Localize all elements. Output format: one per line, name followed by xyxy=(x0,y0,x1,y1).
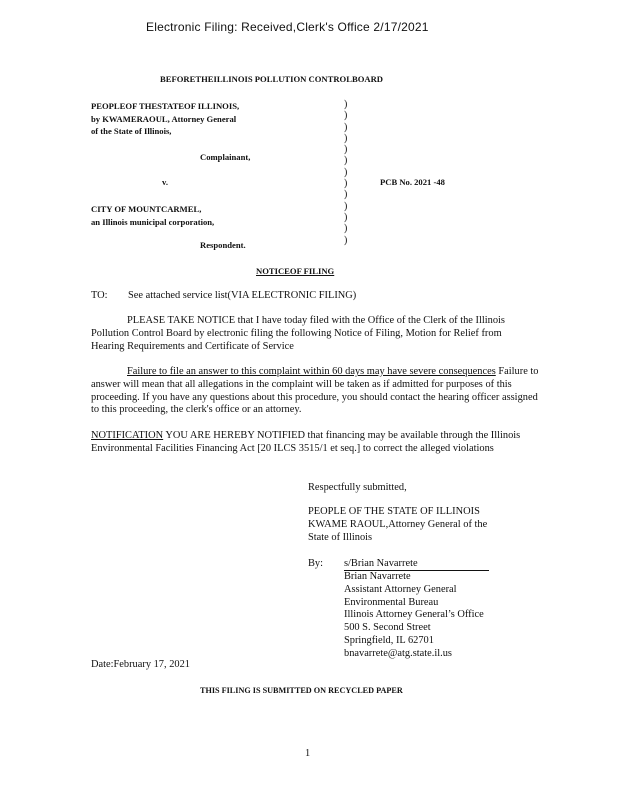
notification-label: NOTIFICATION xyxy=(91,430,164,441)
defendant-block xyxy=(91,203,214,228)
paren: ) xyxy=(344,99,348,110)
signer-line: Brian Navarrete xyxy=(344,571,411,582)
plaintiff-line: PEOPLEOF THESTATEOF ILLINOIS, xyxy=(91,101,240,111)
versus-label: v. xyxy=(162,177,168,187)
paren: ) xyxy=(344,121,348,133)
to-text: See attached service list(VIA ELECTRONIC FILING) xyxy=(128,290,357,301)
signer-line: 500 S. Second Street xyxy=(344,622,431,634)
signer-line: Springfield, IL 62701 xyxy=(344,634,434,646)
signer-line: Illinois Attorney General’s Office xyxy=(344,609,484,621)
signature-line: s/Brian Navarrete xyxy=(344,558,489,571)
paren: ) xyxy=(344,132,348,144)
paren: ) xyxy=(344,178,348,190)
signatory-block xyxy=(308,506,487,544)
notification-text: YOU ARE HEREBY NOTIFIED that financing may be available through the Illinois Environmental Facilities Financing Act [20 ILCS 3515/1 et seq.] to correct the alleged violations xyxy=(91,430,521,454)
signer-block xyxy=(344,571,484,661)
signatory-line: PEOPLE OF THE STATE OF ILLINOIS xyxy=(308,506,480,517)
paren: ) xyxy=(344,144,348,156)
paren: ) xyxy=(344,189,348,201)
notification-paragraph xyxy=(91,430,553,456)
signer-line: Environmental Bureau xyxy=(344,596,439,608)
signer-line: Assistant Attorney General xyxy=(344,583,457,595)
caption-parens xyxy=(344,99,347,246)
paren: ) xyxy=(344,200,348,212)
complainant-label: Complainant, xyxy=(200,152,251,162)
page-number: 1 xyxy=(305,748,311,759)
filing-stamp: Electronic Filing: Received,Clerk's Office 2/17/2021 xyxy=(146,20,429,34)
notice-title: NOTICEOF FILING xyxy=(256,266,335,276)
warning-text: Failure to answer will mean that all allegations in the complaint will be taken as if admitted for purposes of this proceeding. If you have any questions about this procedure, you should contact the hearing officer assigned to this proceeding, the clerk's office or an attorney. xyxy=(91,366,539,416)
date-line: Date:February 17, 2021 xyxy=(91,659,190,670)
board-title: BEFORETHEILLINOIS POLLUTION CONTROLBOARD xyxy=(160,74,384,84)
paren: ) xyxy=(344,211,348,223)
plaintiff-line: of the State of Illinois, xyxy=(91,126,172,136)
plaintiff-line: by KWAMERAOUL, Attorney General xyxy=(91,113,237,124)
respondent-label: Respondent. xyxy=(200,240,246,250)
recycled-paper-note: THIS FILING IS SUBMITTED ON RECYCLED PAPER xyxy=(200,686,403,695)
signatory-line: KWAME RAOUL,Attorney General of the xyxy=(308,518,488,530)
paren: ) xyxy=(344,223,348,235)
notice-paragraph: PLEASE TAKE NOTICE that I have today filed with the Office of the Clerk of the Illinois Pollution Control Board by electronic filing the following Notice of Filing, Motion for Relief from Hearing Requirements and Certificate of Service xyxy=(91,315,505,352)
warning-paragraph xyxy=(91,366,546,417)
warning-underlined: Failure to file an answer to this complaint within 60 days may have severe consequences xyxy=(127,366,496,377)
paren: ) xyxy=(344,155,348,167)
case-number-text: PCB No. 2021 -48 xyxy=(380,177,445,187)
paren: ) xyxy=(344,234,348,246)
paren: ) xyxy=(344,110,348,122)
to-label: TO: xyxy=(91,290,108,301)
signatory-line: State of Illinois xyxy=(308,531,373,543)
defendant-line: an Illinois municipal corporation, xyxy=(91,216,215,227)
defendant-line: CITY OF MOUNTCARMEL, xyxy=(91,204,202,214)
plaintiff-block xyxy=(91,100,239,138)
paren: ) xyxy=(344,166,348,178)
closing: Respectfully submitted, xyxy=(308,482,407,493)
by-label: By: xyxy=(308,558,324,569)
signer-email: bnavarrete@atg.state.il.us xyxy=(344,647,452,659)
